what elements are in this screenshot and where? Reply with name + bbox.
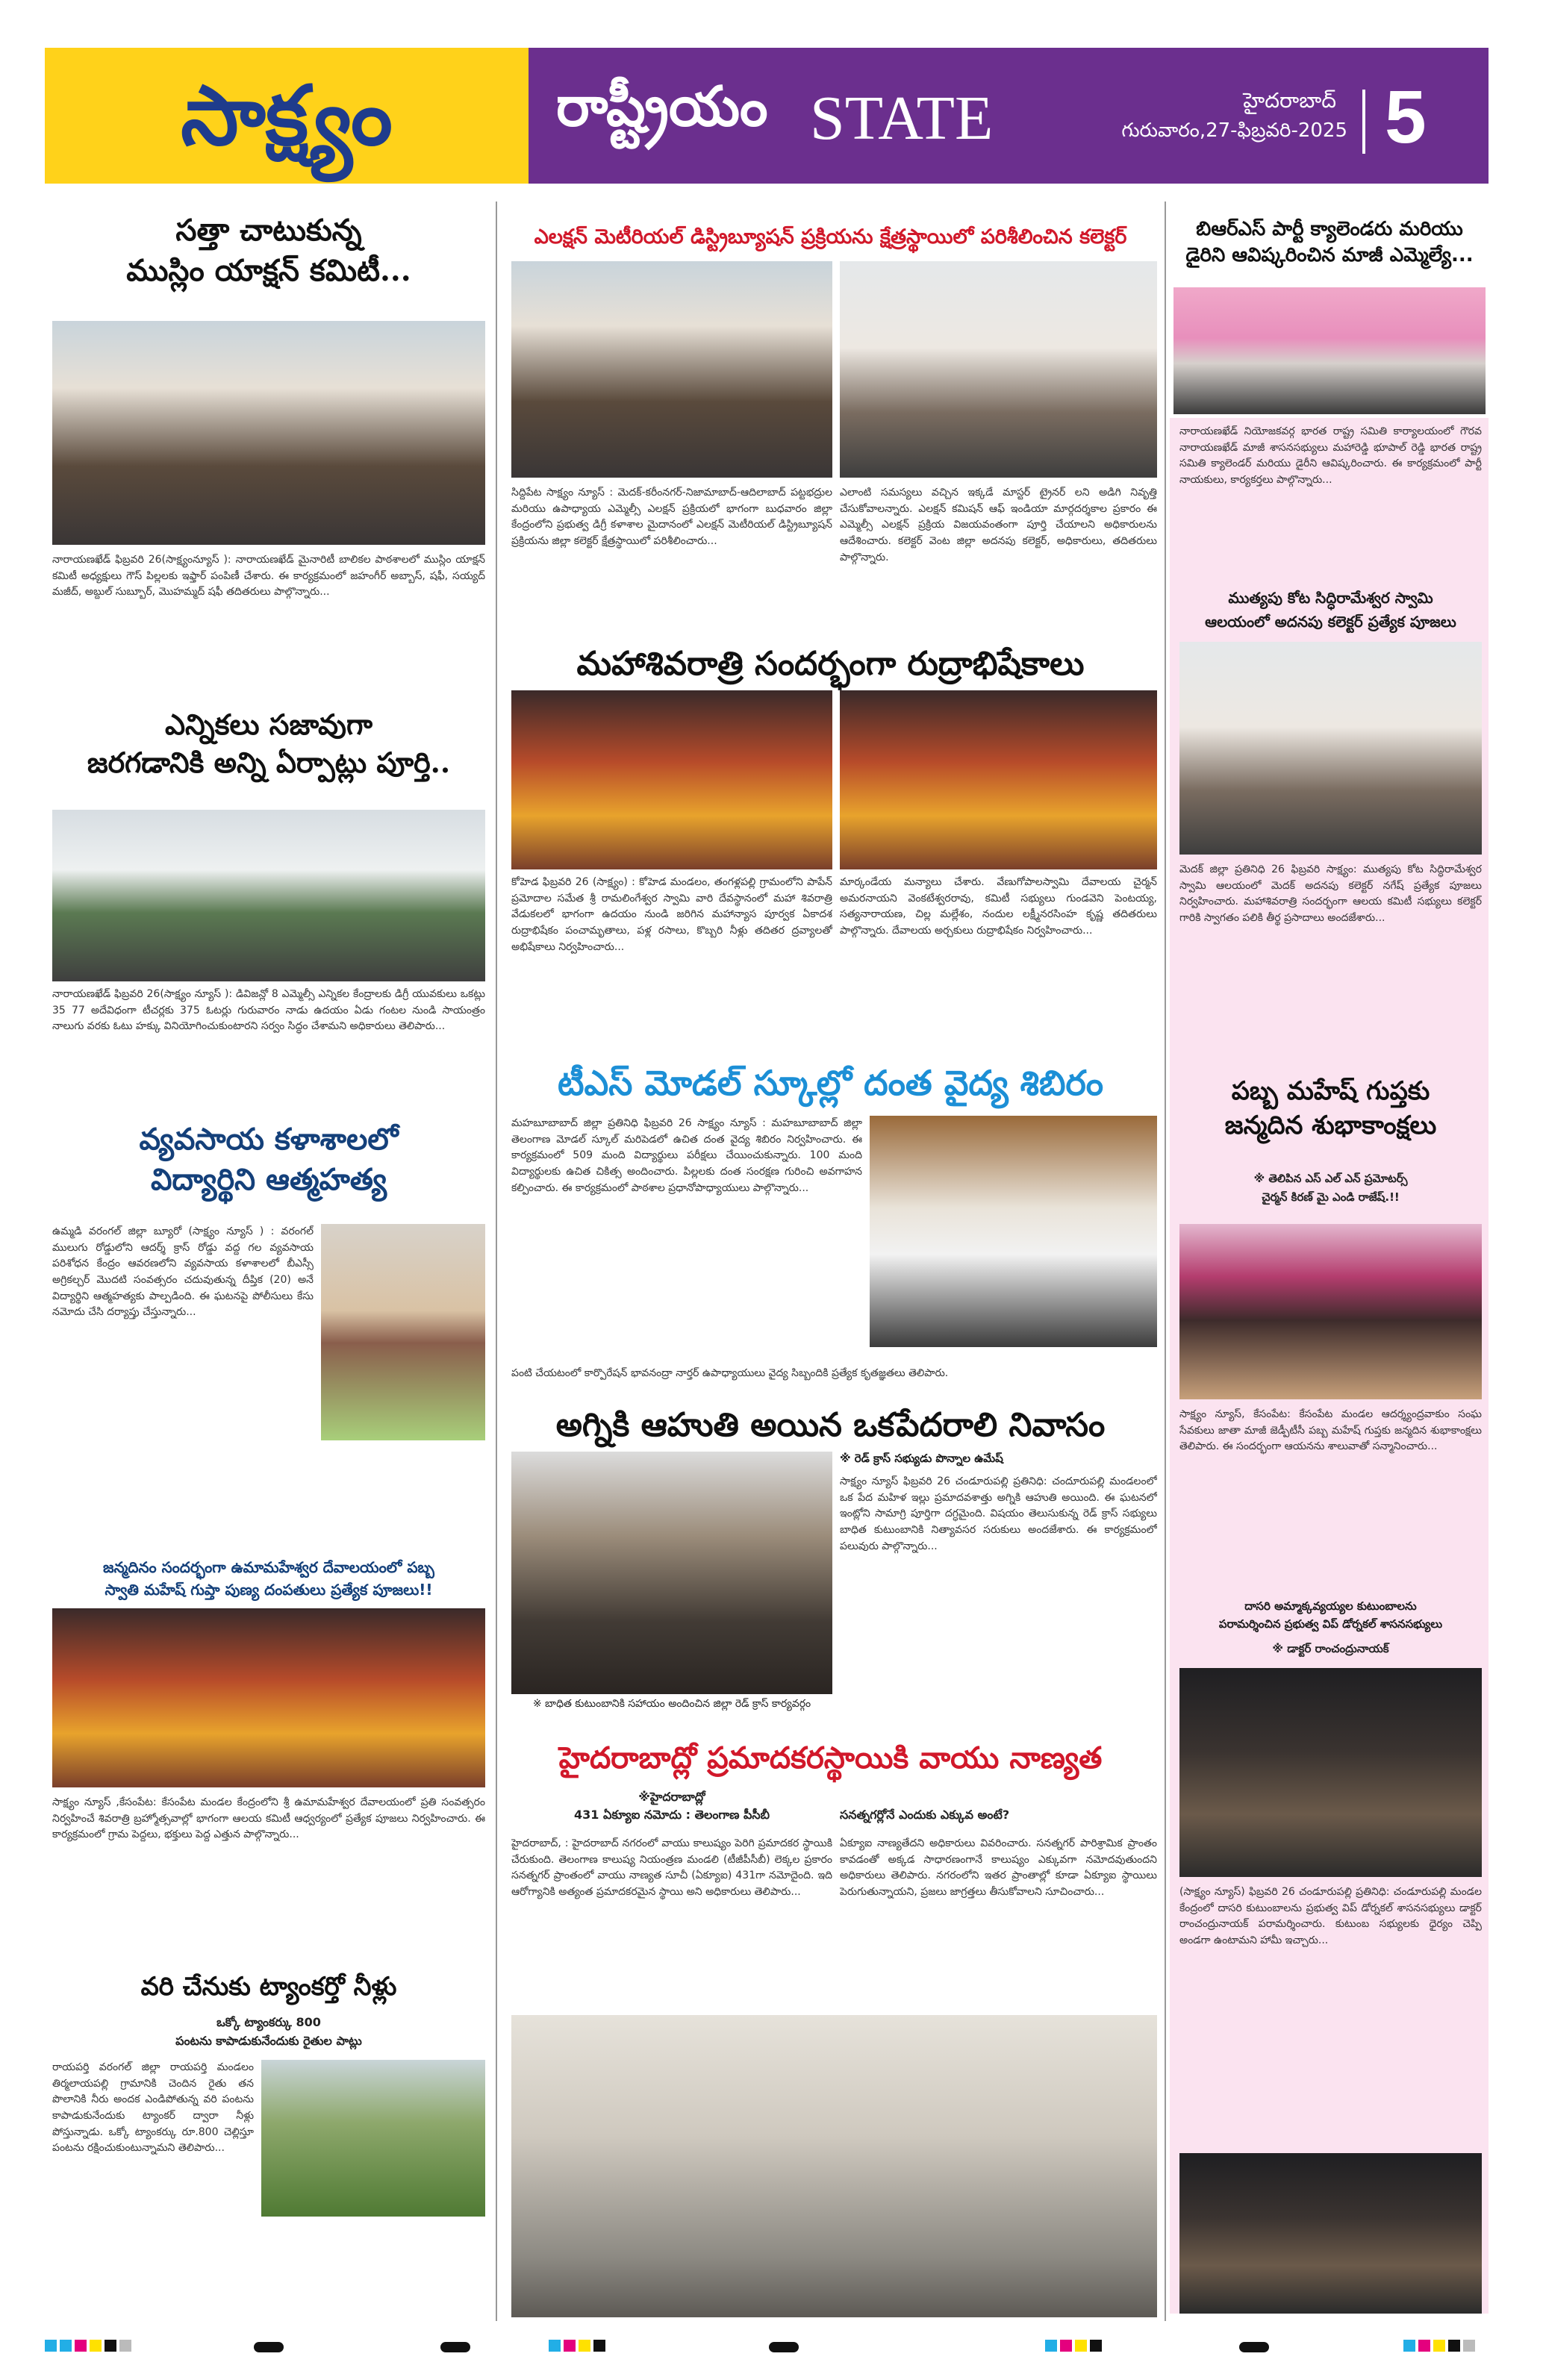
article-body: నారాయణఖేడ్ ఫిబ్రవరి 26(సాక్ష్యంన్యూస్ ): నారాయణఖేడ్ మైనారిటీ బాలికల పాఠశాలలో ముస్లిం యాక్షన్ కమిటీ అధ్యక్షులు గౌస్ పిల్లలకు ఇఫ్తార్ పంపిణీ చేశారు. ఈ కార్యక్రమంలో జహంగీర్ అబ్బాస్, షఫీ, సయ్యద్ మజీద్, అబ్దుల్ సుబ్బూర్, మొహమ్మద్ షఫీ తదితరులు పాల్గొన్నారు... xyxy=(52,554,485,599)
subheadline: ఒక్కో ట్యాంకర్కు 800 xyxy=(216,2015,321,2029)
headline-mahashivaratri: మహాశివరాత్రి సందర్భంగా రుద్రాభిషేకాలు xyxy=(576,645,1085,683)
headline-line: పబ్బ మహేష్ గుప్తకు xyxy=(1231,1076,1430,1106)
photo-temple-puja xyxy=(52,1608,485,1787)
photo-smog-traffic xyxy=(511,2015,1157,2317)
headline-birthday-wishes xyxy=(1179,1075,1482,1143)
byline: ※ రెడ్ క్రాస్ సభ్యుడు పొన్నాల ఉమేష్ xyxy=(840,1452,1003,1465)
article-body: సాక్ష్యం న్యూస్ ,కేసంపేట: కేసంపేట మండల కేంద్రంలోని శ్రీ ఉమామహేశ్వర దేవాలయంలో ప్రతి సంవత్సరం నిర్వహించే శివరాత్రి బ్రహ్మోత్సవాల్లో భాగంగా ఆలయ కమిటీ ఆధ్వర్యంలో ప్రత్యేక పూజలు నిర్వహించారు. ఈ కార్యక్రమంలో గ్రామ పెద్దలు, భక్తులు పెద్ద ఎత్తున పాల్గొన్నారు... xyxy=(52,1796,485,1841)
registration-mark xyxy=(1075,2340,1087,2352)
headline-line: జన్మదినం సందర్భంగా ఉమామహేశ్వర దేవాలయంలో పబ్బ xyxy=(103,1558,434,1576)
headline-line: ఆలయంలో అదనపు కలెక్టర్ ప్రత్యేక పూజలు xyxy=(1205,613,1456,631)
headline-line: జరగడానికి అన్ని ఏర్పాట్లు పూర్తి.. xyxy=(87,746,451,780)
headline-elections-arrangements xyxy=(52,705,485,782)
registration-bar xyxy=(1239,2342,1269,2352)
headline-air-quality: హైదరాబాద్లో ప్రమాదకరస్థాయికి వాయు నాణ్యత xyxy=(558,1740,1103,1775)
registration-mark xyxy=(1463,2340,1475,2352)
headline-line: పరామర్శించిన ప్రభుత్వ విప్ డోర్నకల్ శాసనసభ్యులు xyxy=(1218,1617,1443,1631)
headline-house-fire: అగ్నికి ఆహుతి అయిన ఒకపేదరాలి నివాసం xyxy=(555,1406,1106,1444)
column-divider xyxy=(1165,202,1166,2321)
subheadline: పంటను కాపాడుకునేందుకు రైతుల పాట్లు xyxy=(175,2034,362,2048)
headline-election-material: ఎలక్షన్ మెటీరియల్ డిస్ట్రిబ్యూషన్ ప్రక్రియను క్షేత్రస్థాయిలో పరిశీలించిన కలెక్టర్ xyxy=(534,225,1127,249)
photo-tanker-field xyxy=(261,2060,485,2217)
section-title-english: STATE xyxy=(810,84,994,153)
headline-brs-calendar xyxy=(1173,216,1486,269)
photo-calendar-launch xyxy=(1173,287,1486,414)
photo-caption: పంటి చేయటంలో కార్పొరేషన్ భావనంద్రా నార్తర్ ఉపాధ్యాయులు వైద్య సిబ్బందికి ప్రత్యేక కృతజ్ఞతలు తెలిపారు. xyxy=(511,1367,949,1379)
photo-student-portrait xyxy=(321,1224,485,1440)
registration-mark xyxy=(60,2340,72,2352)
column-divider xyxy=(496,202,497,2321)
article-body: ఉమ్మడి వరంగల్ జిల్లా బ్యూరో (సాక్ష్యం న్యూస్ ) : వరంగల్ ములుగు రోడ్డులోని ఆదర్శ్ క్రాస్ రోడ్డు వద్ద గల వ్యవసాయ పరిశోధన కేంద్రం ఆవరణలోని వ్యవసాయ కళాశాలలో బీఎస్సీ అగ్రికల్చర్ మొదటి సంవత్సరం చదువుతున్న దీప్తిక (20) అనే విద్యార్థిని ఆత్మహత్యకు పాల్పడింది. ఈ ఘటనపై పోలీసులు కేసు నమోదు చేసి దర్యాప్తు చేస్తున్నారు... xyxy=(52,1225,314,1319)
subheadline: చైర్మన్ కిరణ్ మై ఎండి రాజేష్.!! xyxy=(1262,1190,1400,1204)
article-body: కోహెడ ఫిబ్రవరి 26 (సాక్ష్యం) : కోహెడ మండలం, తంగళ్లపల్లి గ్రామంలోని పాపేన్ ప్రమోదాల సమేత శ్రీ రామలింగేశ్వర స్వామి వారి దేవస్థానంలో మహా శివరాత్రి వేడుకలలో భాగంగా ఉదయం నుండి జరిగిన మహాన్యాస పూర్వక ఏకాదశ రుద్రాభిషేకం పంచామృతాలు, పళ్ల రసాలు, కొబ్బరి నీళ్లు తదితర ద్రవ్యాలతో అభిషేకాలు నిర్వహించారు... xyxy=(511,876,832,953)
headline-whip-visit xyxy=(1179,1597,1482,1633)
registration-mark xyxy=(1418,2340,1430,2352)
registration-bar xyxy=(769,2342,799,2352)
article-body: మార్కండేయ మన్యాలు చేశారు. వేణుగోపాలస్వామి దేవాలయ చైర్మన్ అమరనాయని వెంకటేశ్వరరావు, కమిటీ సభ్యులు గుండవెని పెంటయ్య, సత్యనారాయణ, చిల్ల మల్లేశం, నందుల లక్ష్మీనరసింహ కృష్ణ తదితరులు పాల్గొన్నారు. దేవాలయ అర్చకులు రుద్రాభిషేకం నిర్వహించారు... xyxy=(840,876,1157,937)
dateline-date: గురువారం,27-ఫిబ్రవరి-2025 xyxy=(1121,119,1347,142)
registration-bar xyxy=(254,2342,284,2352)
headline-line: స్వాతి మహేష్ గుప్తా పుణ్య దంపతులు ప్రత్యేక పూజలు!! xyxy=(105,1581,433,1599)
photo-rudrabhishekam-1 xyxy=(511,690,832,869)
subheadline: సనత్నగర్లోనే ఎందుకు ఎక్కువ అంటే? xyxy=(840,1808,1010,1822)
headline-dental-camp: టీఎస్ మోడల్ స్కూల్లో దంత వైద్య శిబిరం xyxy=(557,1063,1104,1103)
headline-line: దాసరి అమ్మాక్కవ్యయ్యల కుటుంబాలను xyxy=(1244,1599,1417,1613)
photo-birthday-felicitation xyxy=(1179,1224,1482,1399)
headline-line: డైరిని ఆవిష్కరించిన మాజీ ఎమ్మెల్యే... xyxy=(1185,244,1474,267)
headline-line: వ్యవసాయ కళాశాలలో xyxy=(139,1122,399,1157)
registration-mark xyxy=(75,2340,87,2352)
article-body: మహబూబాబాద్ జిల్లా ప్రతినిధి ఫిబ్రవరి 26 సాక్ష్యం న్యూస్ : మహబూబాబాద్ జిల్లా తెలంగాణ మోడల్ స్కూల్ మరిపెడలో ఉచిత దంత వైద్య శిబిరం నిర్వహించారు. ఈ కార్యక్రమంలో 509 మంది విద్యార్థులు పరీక్షలు చేయించుకున్నారు. 100 మంది విద్యార్థులకు ఉచిత చికిత్స అందించారు. పిల్లలకు దంత సంరక్షణ గురించి అవగాహన కల్పించారు. ఈ కార్యక్రమంలో పాఠశాల ప్రధానోపాధ్యాయులు పాల్గొన్నారు... xyxy=(511,1117,862,1194)
article-body: నారాయణఖేడ్ నియోజకవర్గ భారత రాష్ట్ర సమితి కార్యాలయంలో గౌరవ నారాయణఖేడ్ మాజీ శాసనసభ్యులు మహారెడ్డి భూపాల్ రెడ్డి భారత రాష్ట్ర సమితి క్యాలెండర్ మరియు డైరీని ఆవిష్కరించారు. ఈ కార్యక్రమంలో పార్టీ నాయకులు, కార్యకర్తలు పాల్గొన్నారు... xyxy=(1179,425,1482,487)
headline-muslim-action-committee xyxy=(52,210,485,291)
byline: ※ డాక్టర్ రాంచంద్రునాయక్ xyxy=(1272,1642,1389,1655)
photo-collector-inspection xyxy=(511,261,832,478)
photo-distribution-counter xyxy=(840,261,1157,478)
registration-mark xyxy=(1090,2340,1102,2352)
subheadline: ※హైదరాబాద్లో xyxy=(638,1790,705,1804)
headline-line: విద్యార్థిని ఆత్మహత్య xyxy=(150,1162,387,1197)
registration-bar xyxy=(440,2342,470,2352)
article-body: మెదక్ జిల్లా ప్రతినిధి 26 ఫిబ్రవరి సాక్ష్యం: ముత్యపు కోట సిద్ధిరామేశ్వర స్వామి ఆలయంలో మెదక్ అదనపు కలెక్టర్ నగేష్ ప్రత్యేక పూజలు నిర్వహించారు. మహాశివరాత్రి సందర్భంగా ఆలయ కమిటీ సభ్యులు కలెక్టర్ గారికి స్వాగతం పలికి తీర్థ ప్రసాదాలు అందజేశారు... xyxy=(1179,863,1482,925)
headline-collector-temple xyxy=(1179,586,1482,634)
headline-line: సత్తా చాటుకున్న xyxy=(175,213,362,248)
article-body: ఏక్యూఐ నాణ్యతేదని అధికారులు వివరించారు. సనత్నగర్ పారిశ్రామిక ప్రాంతం కావడంతో అక్కడ సాధారణంగానే కాలుష్యం ఎక్కువగా నమోదవుతుందని అధికారులు తెలిపారు. నగరంలోని ఇతర ప్రాంతాల్లో కూడా ఏక్యూఐ స్థాయిలు పెరుగుతున్నాయని, ప్రజలు జాగ్రత్తలు తీసుకోవాలని సూచించారు... xyxy=(840,1837,1157,1899)
registration-mark xyxy=(45,2340,57,2352)
headline-birthday-puja xyxy=(52,1556,485,1601)
photo-dental-camp-group xyxy=(870,1116,1157,1347)
headline-paddy-tanker: వరి చేనుకు ట్యాంకర్తో నీళ్లు xyxy=(140,1972,397,2002)
photo-election-bus xyxy=(52,810,485,981)
masthead-divider xyxy=(1362,90,1365,154)
headline-agri-college-suicide xyxy=(52,1119,485,1200)
article-body: హైదరాబాద్, : హైదరాబాద్ నగరంలో వాయు కాలుష్యం పెరిగి ప్రమాదకర స్థాయికి చేరుకుంది. తెలంగాణ కాలుష్య నియంత్రణ మండలి (టీజీపీసీబీ) లెక్కల ప్రకారం సనత్నగర్ ప్రాంతంలో వాయు నాణ్యత సూచీ (ఏక్యూఐ) 431గా నమోదైంది. ఇది ఆరోగ్యానికి అత్యంత ప్రమాదకరమైన స్థాయి అని అధికారులు తెలిపారు... xyxy=(511,1837,832,1899)
article-body: సాక్ష్యం న్యూస్, కేసంపేట: కేసంపేట మండల ఆదర్శ్యంద్రవాకుం సంఘ సేవకులు జాతా మాజీ జెడ్పీటీసీ పబ్బ మహేష్ గుప్తకు జన్మదిన శుభాకాంక్షలు తెలిపారు. ఈ సందర్భంగా ఆయనను శాలువాతో సన్మానించారు... xyxy=(1179,1408,1482,1453)
photo-whip-visit-1 xyxy=(1179,1668,1482,1877)
headline-line: ముత్యపు కోట సిద్ధిరామేశ్వర స్వామి xyxy=(1228,589,1433,607)
page-number: 5 xyxy=(1385,75,1427,159)
photo-burnt-house xyxy=(511,1452,832,1694)
subheadline: ※ తెలిపిన ఎస్ ఎల్ ఎన్ ప్రమోటర్స్ xyxy=(1253,1172,1408,1185)
headline-line: ముస్లిం యాక్షన్ కమిటీ... xyxy=(126,253,411,288)
headline-line: బిఆర్ఎస్ పార్టీ క్యాలెండరు మరియు xyxy=(1196,218,1463,240)
registration-mark xyxy=(90,2340,102,2352)
section-title-telugu: రాష్ట్రీయం xyxy=(556,75,768,139)
registration-mark xyxy=(549,2340,561,2352)
photo-rudrabhishekam-2 xyxy=(840,690,1157,869)
registration-mark xyxy=(1045,2340,1057,2352)
registration-mark xyxy=(579,2340,590,2352)
headline-line: ఎన్నికలు సజావుగా xyxy=(165,708,372,741)
registration-mark xyxy=(119,2340,131,2352)
newspaper-logo: సాక్ష్యం xyxy=(181,67,393,163)
dateline-city: హైదరాబాద్ xyxy=(1243,88,1336,113)
registration-mark xyxy=(1060,2340,1072,2352)
article-body: నారాయణఖేడ్ ఫిబ్రవరి 26(సాక్ష్యం న్యూస్ ): డివిజన్లో 8 ఎమ్మెల్సీ ఎన్నికల కేంద్రాలకు డిగ్రీ యువకులు ఒకట్లు 35 77 అదేవిధంగా టీచర్లకు 375 ఓటర్లు గురువారం నాడు ఉదయం ఏడు గంటల నుండి సాయంత్రం నాలుగు వరకు ఓటు హక్కు వినియోగించుకుంటారని సర్వం సిద్ధం చేశామని అధికారులు తెలిపారు... xyxy=(52,988,485,1033)
registration-mark xyxy=(1448,2340,1460,2352)
registration-mark xyxy=(1433,2340,1445,2352)
article-body: సిద్దిపేట సాక్ష్యం న్యూస్ : మెదక్-కరీంనగర్-నిజామాబాద్-ఆదిలాబాద్ పట్టభద్రుల మరియు ఉపాధ్యాయ ఎమ్మెల్సీ ఎలక్షన్ ప్రక్రియలో భాగంగా బుధవారం జిల్లా కేంద్రంలోని ప్రభుత్వ డిగ్రీ కళాశాల మైదానంలో ఎలక్షన్ మెటీరియల్ డిస్ట్రిబ్యూషన్ ప్రక్రియను జిల్లా కలెక్టర్ క్షేత్రస్థాయిలో పరిశీలించారు... xyxy=(511,487,832,548)
article-body: సాక్ష్యం న్యూస్ ఫిబ్రవరి 26 చండూరుపల్లి ప్రతినిధి: చందూరుపల్లి మండలంలో ఒక పేద మహిళ ఇల్లు ప్రమాదవశాత్తు అగ్నికి ఆహుతి అయింది. ఈ ఘటనలో ఇంట్లోని సామాగ్రి పూర్తిగా దగ్ధమైంది. విషయం తెలుసుకున్న రెడ్ క్రాస్ సభ్యులు బాధిత కుటుంబానికి నిత్యావసర సరుకులు అందజేశారు. ఈ కార్యక్రమంలో పలువురు పాల్గొన్నారు... xyxy=(840,1475,1157,1552)
article-body: ఎలాంటి సమస్యలు వచ్చిన ఇక్కడే మాస్టర్ ట్రైనర్ లని అడిగి నివృత్తి చేసుకోవాలన్నారు. ఎలక్షన్ కమిషన్ ఆఫ్ ఇండియా మార్గదర్శకాల ప్రకారం ఈ ఎమ్మెల్సీ ఎలక్షన్ ప్రక్రియ విజయవంతంగా పూర్తి చేయాలని అధికారులను ఆదేశించారు. కలెక్టర్ వెంట జిల్లా అదనపు కలెక్టర్, అధికారులు, తదితరులు పాల్గొన్నారు. xyxy=(840,487,1157,563)
article-body: (సాక్ష్యం న్యూస్) ఫిబ్రవరి 26 చండూరుపల్లి ప్రతినిధి: చండూరుపల్లి మండల కేంద్రంలో దాసరి కుటుంబాలను ప్రభుత్వ విప్ డోర్నకల్ శాసనసభ్యులు డాక్టర్ రాంచంద్రునాయక్ పరామర్శించారు. కుటుంబ సభ్యులకు ధైర్యం చెప్పి అండగా ఉంటామని హామీ ఇచ్చారు... xyxy=(1179,1886,1482,1947)
photo-collector-puja xyxy=(1179,642,1482,855)
headline-line: జన్మదిన శుభాకాంక్షలు xyxy=(1224,1110,1437,1140)
article-body: రాయపర్తి వరంగల్ జిల్లా రాయపర్తి మండలం తిర్మలాయపల్లి గ్రామానికి చెందిన రైతు తన పొలానికి నీరు అందక ఎండిపోతున్న వరి పంటను కాపాడుకునేందుకు ట్యాంకర్ ద్వారా నీళ్లు పోస్తున్నాడు. ఒక్కో ట్యాంకర్కు రూ.800 చెల్లిస్తూ పంటను రక్షించుకుంటున్నామని తెలిపారు... xyxy=(52,2061,254,2155)
subheadline: 431 ఏక్యూఐ నమోదు : తెలంగాణ పీసీబీ xyxy=(574,1808,770,1822)
registration-mark xyxy=(1403,2340,1415,2352)
photo-whip-visit-2 xyxy=(1179,2153,1482,2314)
registration-mark xyxy=(105,2340,116,2352)
photo-ifthar-distribution xyxy=(52,321,485,545)
registration-mark xyxy=(593,2340,605,2352)
registration-mark xyxy=(564,2340,576,2352)
photo-caption: ※ బాధిత కుటుంబానికి సహాయం అందించిన జిల్లా రెడ్ క్రాస్ కార్యవర్గం xyxy=(532,1698,811,1710)
